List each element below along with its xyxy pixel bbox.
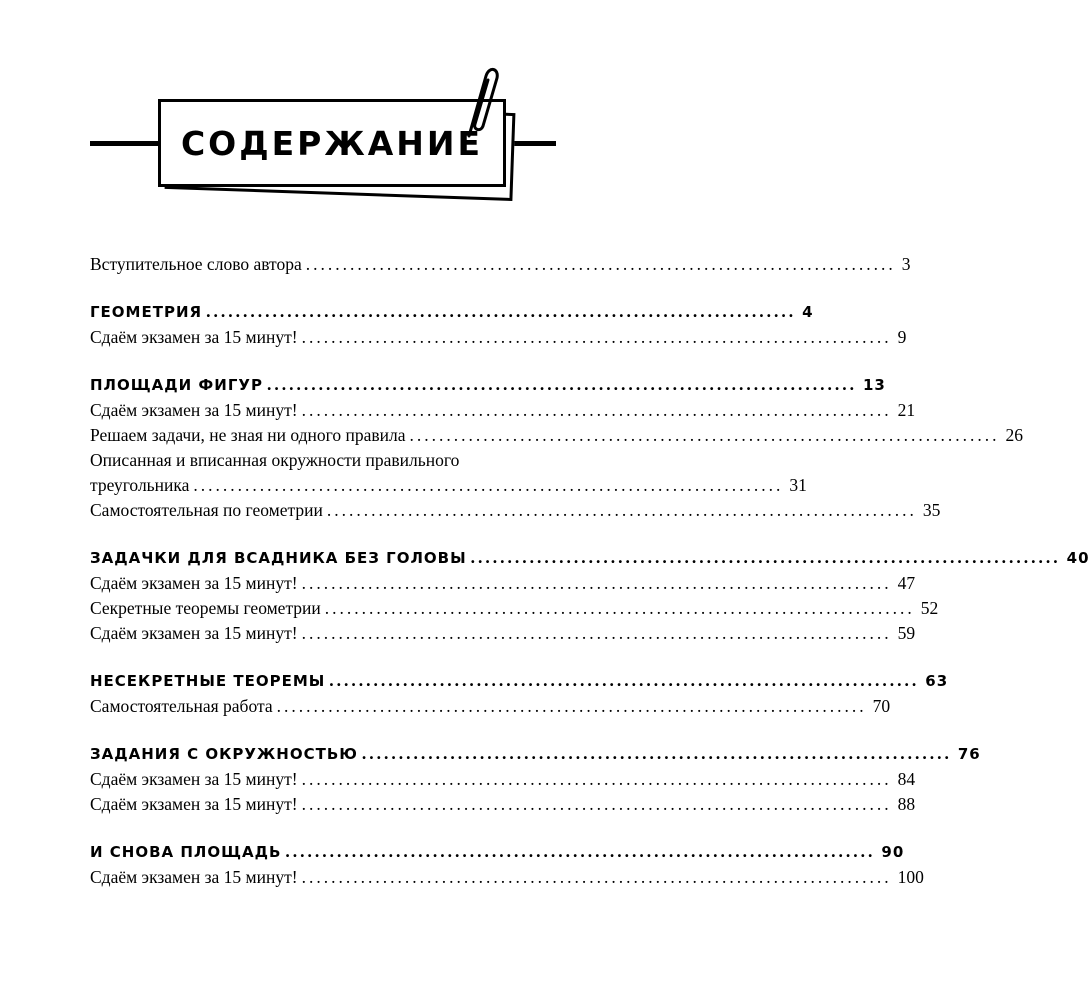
toc-section[interactable]: [90, 545, 1090, 571]
toc-entry-page: 31: [789, 475, 807, 495]
toc-entry[interactable]: [90, 767, 916, 792]
toc-leader-dots: ................................................................................: [329, 670, 920, 690]
toc-section-label: ГЕОМЕТРИЯ: [90, 303, 203, 321]
toc-leader-dots: ................................................................................: [301, 400, 892, 420]
toc-entry[interactable]: [90, 498, 941, 523]
toc-entry-label: Самостоятельная по геометрии: [90, 500, 323, 520]
toc-entry-label: Сдаём экзамен за 15 минут!: [90, 794, 298, 814]
toc-leader-dots: ................................................................................: [301, 867, 892, 887]
toc-section[interactable]: [90, 839, 905, 865]
toc-entry-label: Сдаём экзамен за 15 минут!: [90, 867, 298, 887]
toc-entry-page: 21: [897, 400, 916, 420]
toc-leader-dots: ................................................................................: [301, 623, 892, 643]
toc-entry-page: 100: [897, 867, 924, 887]
toc-section[interactable]: [90, 741, 981, 767]
toc-leader-dots: ................................................................................: [276, 696, 867, 716]
toc-leader-dots: ................................................................................: [361, 743, 952, 763]
toc-leader-dots: ................................................................................: [301, 327, 892, 347]
toc-section-page: 90: [881, 843, 905, 861]
toc-leader-dots: ................................................................................: [470, 547, 1061, 567]
table-of-contents: [90, 252, 1090, 890]
toc-entry[interactable]: [90, 423, 1024, 448]
toc-section-page: 40: [1066, 549, 1090, 567]
toc-entry-label: Секретные теоремы геометрии: [90, 598, 321, 618]
toc-entry-page: 52: [920, 598, 939, 618]
toc-section-page: 76: [957, 745, 981, 763]
toc-leader-dots: ................................................................................: [301, 769, 892, 789]
toc-entry-label: Сдаём экзамен за 15 минут!: [90, 623, 298, 643]
toc-entry-page: 88: [897, 794, 916, 814]
toc-leader-dots: ................................................................................: [305, 254, 896, 274]
toc-entry-label: Сдаём экзамен за 15 минут!: [90, 327, 298, 347]
toc-leader-dots: ................................................................................: [266, 374, 857, 394]
toc-section[interactable]: [90, 668, 949, 694]
toc-entry-page: 59: [897, 623, 916, 643]
toc-section-page: 4: [802, 303, 814, 321]
toc-entry-label-line1[interactable]: Описанная и вписанная окружности правильного: [90, 450, 460, 470]
toc-entry[interactable]: [90, 865, 924, 890]
title-card: [158, 99, 506, 187]
paperclip-icon: [455, 62, 501, 140]
toc-entry-page: 9: [897, 327, 907, 347]
toc-entry[interactable]: [90, 252, 911, 277]
toc-entry[interactable]: [90, 473, 807, 498]
toc-entry[interactable]: [90, 792, 916, 817]
toc-entry-label: Сдаём экзамен за 15 минут!: [90, 573, 298, 593]
toc-entry[interactable]: [90, 621, 916, 646]
toc-leader-dots: ................................................................................: [193, 475, 784, 495]
toc-leader-dots: ................................................................................: [326, 500, 917, 520]
toc-entry[interactable]: [90, 571, 916, 596]
page-title: СОДЕРЖАНИЕ: [180, 123, 484, 163]
toc-section-label: ЗАДАНИЯ С ОКРУЖНОСТЬЮ: [90, 745, 358, 763]
toc-section[interactable]: [90, 372, 886, 398]
toc-entry-page: 35: [922, 500, 941, 520]
toc-leader-dots: ................................................................................: [301, 794, 892, 814]
toc-section-label: ЗАДАЧКИ ДЛЯ ВСАДНИКА БЕЗ ГОЛОВЫ: [90, 549, 467, 567]
toc-entry-label: Решаем задачи, не зная ни одного правила: [90, 425, 406, 445]
toc-section-label: НЕСЕКРЕТНЫЕ ТЕОРЕМЫ: [90, 672, 326, 690]
toc-leader-dots: ................................................................................: [324, 598, 915, 618]
toc-entry-label: Вступительное слово автора: [90, 254, 302, 274]
toc-entry-page: 84: [897, 769, 916, 789]
toc-section-page: 13: [862, 376, 886, 394]
toc-section[interactable]: [90, 299, 814, 325]
toc-entry-page: 26: [1005, 425, 1024, 445]
toc-entry-label: Сдаём экзамен за 15 минут!: [90, 400, 298, 420]
toc-entry[interactable]: [90, 398, 916, 423]
toc-leader-dots: ................................................................................: [409, 425, 1000, 445]
toc-entry-page: 70: [872, 696, 891, 716]
toc-section-page: 63: [925, 672, 949, 690]
toc-entry[interactable]: [90, 694, 891, 719]
toc-entry-label: Сдаём экзамен за 15 минут!: [90, 769, 298, 789]
toc-section-label: ПЛОЩАДИ ФИГУР: [90, 376, 263, 394]
toc-section-label: И СНОВА ПЛОЩАДЬ: [90, 843, 282, 861]
toc-entry[interactable]: [90, 596, 939, 621]
toc-entry-label: Самостоятельная работа: [90, 696, 273, 716]
toc-leader-dots: ................................................................................: [301, 573, 892, 593]
toc-entry-label: треугольника: [90, 475, 190, 495]
title-rule-left: [90, 141, 168, 146]
toc-entry-page: 47: [897, 573, 916, 593]
toc-entry-page: 3: [901, 254, 911, 274]
toc-leader-dots: ................................................................................: [206, 301, 797, 321]
toc-leader-dots: ................................................................................: [285, 841, 876, 861]
toc-entry[interactable]: [90, 325, 907, 350]
